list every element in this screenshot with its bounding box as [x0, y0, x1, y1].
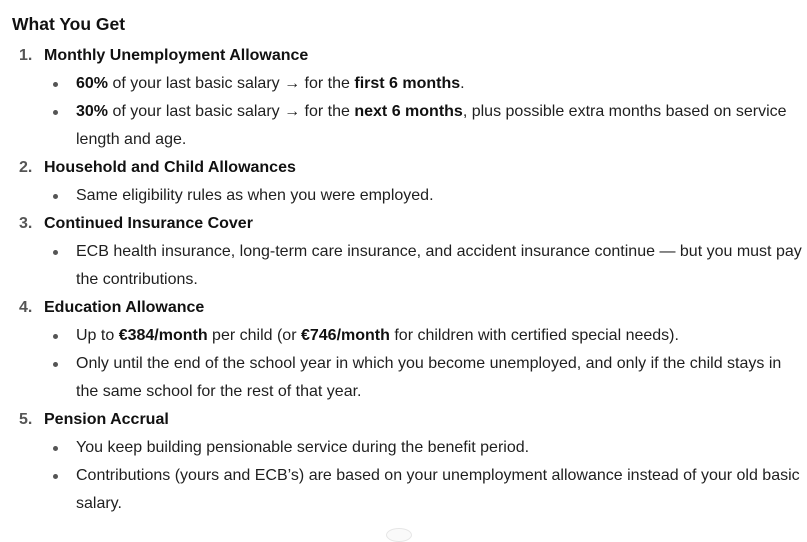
detail-text: You keep building pensionable service during the benefit period.	[76, 439, 530, 456]
detail-text: , plus possible extra months based on service length and age.	[76, 103, 787, 148]
detail-text: of your last basic salary → for the	[108, 103, 355, 120]
detail-item	[44, 350, 802, 406]
benefit-item	[12, 406, 802, 518]
item-number: 5.	[19, 411, 33, 428]
detail-text: per child (or	[207, 327, 301, 344]
benefit-title: Pension Accrual	[44, 411, 169, 428]
detail-text: Up to	[76, 327, 119, 344]
emphasis-text: €746/month	[300, 327, 390, 344]
detail-item	[44, 98, 802, 154]
benefit-title: Continued Insurance Cover	[44, 215, 253, 232]
benefit-details	[44, 434, 802, 518]
emphasis-text: 30%	[76, 103, 109, 120]
bullet-icon	[53, 446, 58, 451]
detail-text: ECB health insurance, long-term care insurance, and accident insurance continue — but you must pay the contributions.	[76, 243, 802, 288]
detail-item	[44, 322, 802, 350]
item-number: 3.	[19, 215, 33, 232]
benefit-details	[44, 182, 802, 210]
detail-text: .	[460, 75, 465, 92]
section-heading: What You Get	[12, 14, 126, 34]
benefit-title: Monthly Unemployment Allowance	[44, 47, 309, 64]
detail-text: for children with certified special needs).	[389, 327, 679, 344]
detail-item	[44, 462, 802, 518]
detail-text: Contributions (yours and ECB’s) are based on your unemployment allowance instead of your old basic salary.	[76, 467, 800, 512]
detail-item	[44, 70, 802, 98]
benefit-item	[12, 154, 802, 210]
item-number: 2.	[19, 159, 33, 176]
detail-text: of your last basic salary → for the	[108, 75, 355, 92]
benefit-details	[44, 70, 802, 154]
scroll-indicator[interactable]	[386, 528, 412, 542]
bullet-icon	[53, 362, 58, 367]
benefit-details	[44, 322, 802, 406]
benefit-item	[12, 294, 802, 406]
benefit-item	[12, 42, 802, 154]
detail-text: Only until the end of the school year in which you become unemployed, and only if the child stays in the same school for the rest of that year.	[76, 355, 782, 400]
detail-item	[44, 434, 802, 462]
bullet-icon	[53, 194, 58, 199]
emphasis-text: next 6 months	[354, 103, 463, 120]
detail-item	[44, 238, 802, 294]
detail-item	[44, 182, 802, 210]
benefit-item	[12, 210, 802, 294]
item-number: 4.	[19, 299, 33, 316]
benefits-list	[12, 42, 802, 518]
detail-text: Same eligibility rules as when you were employed.	[76, 187, 434, 204]
emphasis-text: €384/month	[118, 327, 208, 344]
emphasis-text: first 6 months	[354, 75, 461, 92]
bullet-icon	[53, 474, 58, 479]
benefit-title: Education Allowance	[44, 299, 205, 316]
bullet-icon	[53, 82, 58, 87]
bullet-icon	[53, 110, 58, 115]
bullet-icon	[53, 250, 58, 255]
document-content	[12, 10, 802, 518]
benefit-title: Household and Child Allowances	[44, 159, 296, 176]
item-number: 1.	[19, 47, 33, 64]
bullet-icon	[53, 334, 58, 339]
benefit-details	[44, 238, 802, 294]
emphasis-text: 60%	[76, 75, 109, 92]
